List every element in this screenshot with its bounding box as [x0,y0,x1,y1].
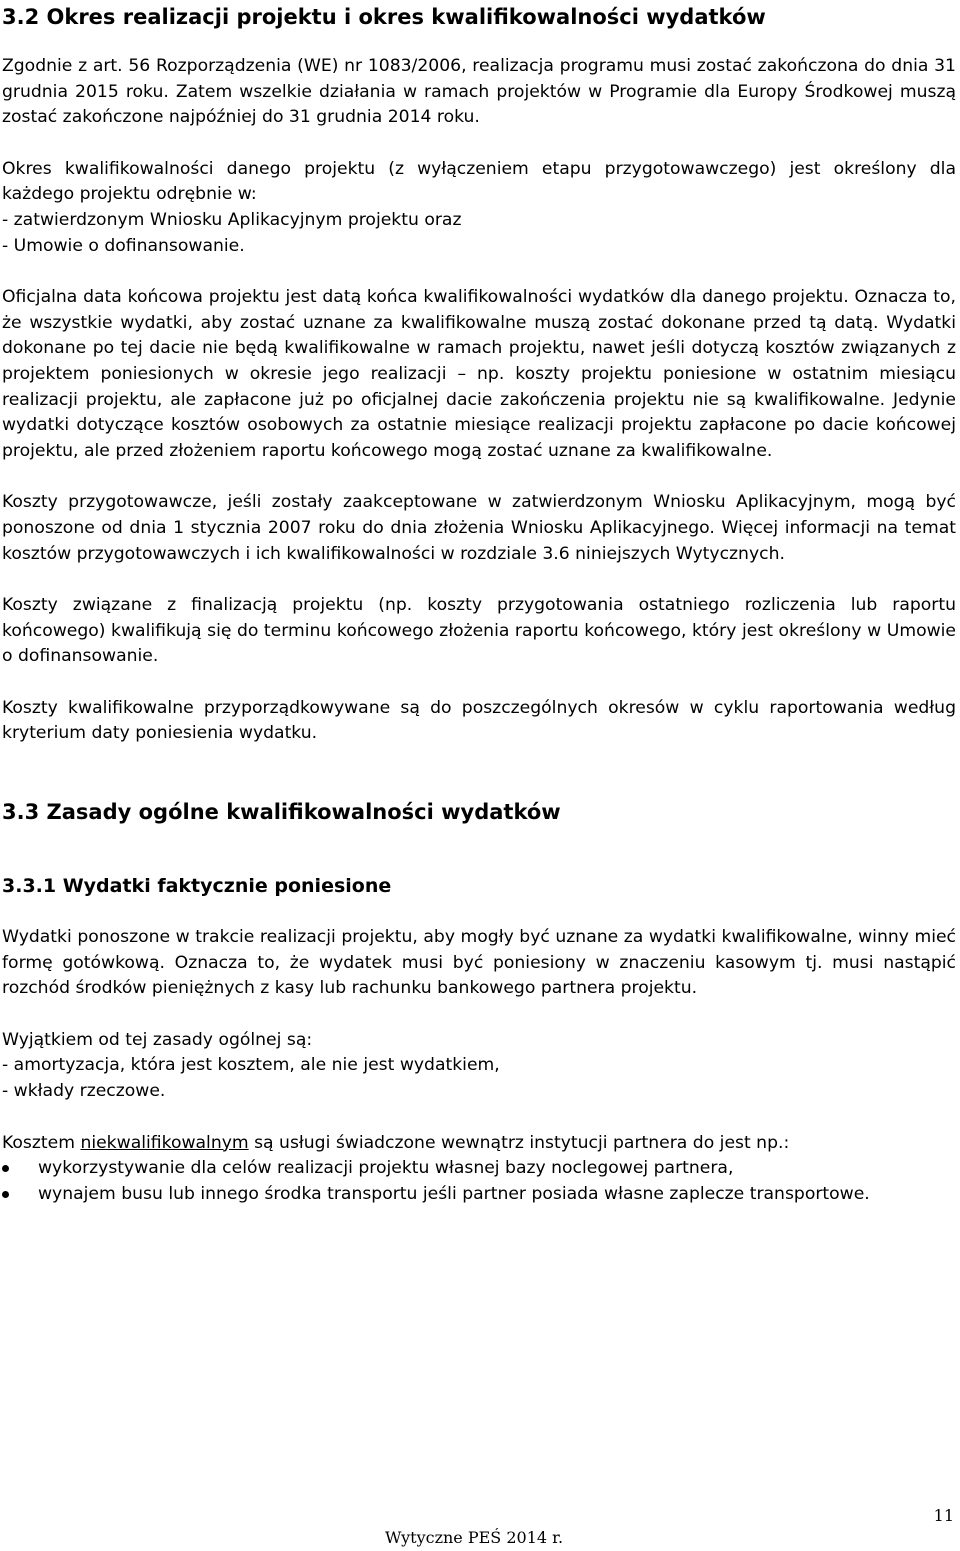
bullet-icon [2,1191,9,1198]
footer-document-title: Wytyczne PEŚ 2014 r. [385,1528,564,1547]
ineligible-examples-list [2,1156,956,1207]
section-heading-3-2: 3.2 Okres realizacji projektu i okres kwalifikowalności wydatków [2,5,766,29]
paragraph-finalization-costs: Koszty związane z finalizacją projektu (np. koszty przygotowania ostatniego rozliczenia lub raportu końcowego) kwalifikują się do terminu końcowego złożenia raportu końcowego, który jest określony w Umowie o dofinansowanie. [2,595,956,667]
ineligible-underlined-term: niekwalifikowalnym [80,1132,249,1153]
paragraph-eligibility-period [2,157,956,259]
paragraph-ineligible-costs [2,1131,956,1157]
list-item [2,1182,956,1208]
list-item-text: wynajem busu lub innego środka transportu jeśli partner posiada własne zaplecze transportowe. [38,1183,870,1204]
paragraph-exceptions [2,1028,956,1105]
paragraph-program-completion: Zgodnie z art. 56 Rozporządzenia (WE) nr 1083/2006, realizacja programu musi zostać zakończona do dnia 31 grudnia 2015 roku. Zatem wszelkie działania w ramach projektów w Programie dla Europy Środkowej muszą zostać zakończone najpóźniej do 31 grudnia 2014 roku. [2,56,956,128]
paragraph-preparatory-costs: Koszty przygotowawcze, jeśli zostały zaakceptowane w zatwierdzonym Wniosku Aplikacyjnym, mogą być ponoszone od dnia 1 stycznia 2007 roku do dnia złożenia Wniosku Aplikacyjnego. Więcej informacji na temat kosztów przygotowawczych i ich kwalifikowalności w rozdziale 3.6 niniejszych Wytycznych. [2,492,956,564]
exceptions-intro: Wyjątkiem od tej zasady ogólnej są: [2,1029,313,1050]
exception-item-depreciation: - amortyzacja, która jest kosztem, ale nie jest wydatkiem, [2,1055,500,1076]
paragraph-official-end-date: Oficjalna data końcowa projektu jest datą końca kwalifikowalności wydatków dla danego projektu. Oznacza to, że wszystkie wydatki, aby zostać uznane za kwalifikowalne muszą zostać dokonane przed tą datą. Wydatki dokonane po tej dacie nie będą kwalifikowalne w ramach projektu, nawet jeśli dotyczą kosztów związanych z projektem poniesionych w okresie jego realizacji – np. koszty projektu poniesione w ostatnim miesiącu realizacji projektu, ale zapłacone już po oficjalnej dacie zakończenia projektu nie są kwalifikowalne. Jedynie wydatki dotyczące kosztów osobowych za ostatnie miesiące realizacji projektu zapłacone po dacie końcowej projektu, ale przed złożeniem raportu końcowego mogą zostać uznane za kwalifikowalne. [2,287,956,461]
eligibility-item-application: - zatwierdzonym Wniosku Aplikacyjnym projektu oraz [2,209,462,230]
eligibility-item-agreement: - Umowie o dofinansowanie. [2,235,245,256]
bullet-icon [2,1165,9,1172]
ineligible-text-before: Kosztem [2,1132,81,1153]
ineligible-text-after: są usługi świadczone wewnątrz instytucji partnera do jest np.: [248,1132,790,1153]
list-item [2,1156,956,1182]
subsection-heading-3-3-1: 3.3.1 Wydatki faktycznie poniesione [2,875,392,898]
page-number: 11 [933,1506,954,1525]
page-content [2,0,956,1207]
paragraph-cash-expenses: Wydatki ponoszone w trakcie realizacji projektu, aby mogły być uznane za wydatki kwalifikowalne, winny mieć formę gotówkową. Oznacza to, że wydatek musi być poniesiony w znaczeniu kasowym tj. musi nastąpić rozchód środków pieniężnych z kasy lub rachunku bankowego partnera projektu. [2,927,956,999]
eligibility-intro: Okres kwalifikowalności danego projektu (z wyłączeniem etapu przygotowawczego) jest określony dla każdego projektu odrębnie w: [2,158,956,205]
paragraph-reporting-periods: Koszty kwalifikowalne przyporządkowywane są do poszczególnych okresów w cyklu raportowania według kryterium daty poniesienia wydatku. [2,697,956,744]
exception-item-in-kind: - wkłady rzeczowe. [2,1081,166,1102]
section-heading-3-3: 3.3 Zasady ogólne kwalifikowalności wydatków [2,800,561,825]
list-item-text: wykorzystywanie dla celów realizacji projektu własnej bazy noclegowej partnera, [38,1158,734,1179]
